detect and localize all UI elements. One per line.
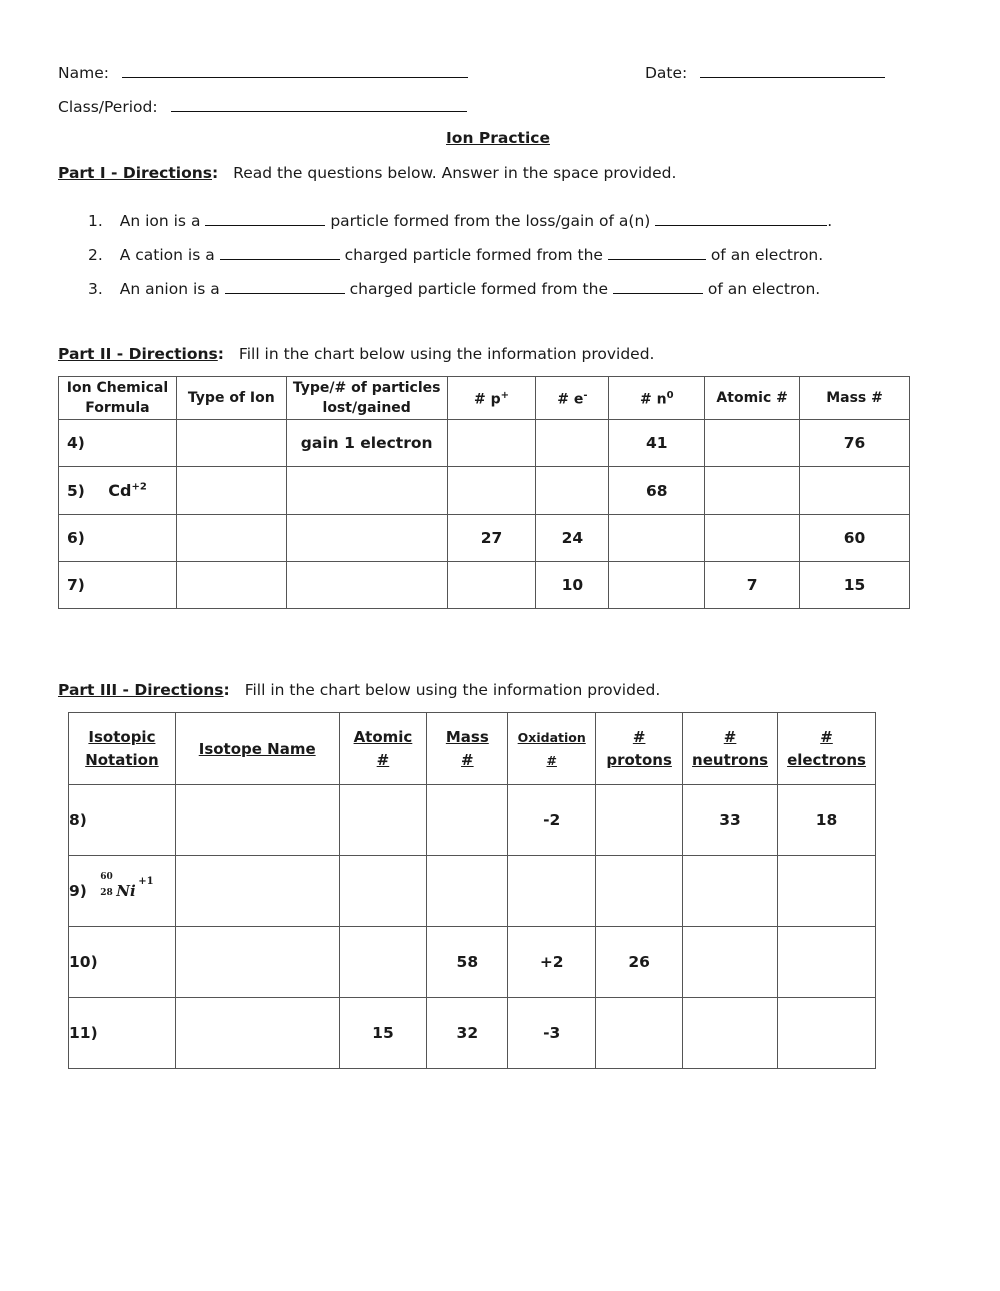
cell-protons[interactable] [596,856,683,927]
cell-mass[interactable] [427,785,508,856]
col-mass-number: Mass # [800,377,910,420]
cell-particles[interactable] [286,467,447,515]
cell-protons[interactable] [447,467,536,515]
q1-text-a: An ion is a [119,212,201,230]
cell-protons[interactable] [447,420,536,467]
cell-protons[interactable] [596,785,683,856]
row-label: 8) [69,785,176,856]
row-label-with-formula: 5) $Cd^{+2}$ [59,467,177,515]
row-label: 10) [69,927,176,998]
cell-mass: 76 [800,420,910,467]
cell-isotope-name[interactable] [175,856,339,927]
col-neutrons: # $n^0$ [609,377,705,420]
cell-atomic[interactable] [705,467,800,515]
cell-protons[interactable] [596,998,683,1069]
isotope-notation-ni: 60 28 Ni +1 [100,872,154,900]
col-protons: # protons [596,713,683,785]
cell-atomic: 7 [705,562,800,609]
cell-neutrons[interactable] [683,998,778,1069]
col-ion-formula: Ion Chemical Formula [59,377,177,420]
table-row [59,562,910,609]
cell-electrons: 18 [778,785,876,856]
table-row [59,420,910,467]
cell-mass: 60 [800,515,910,562]
cell-protons: 27 [447,515,536,562]
name-row [58,61,468,82]
col-isotope-name: Isotope Name [175,713,339,785]
cell-electrons[interactable] [778,998,876,1069]
table-row [59,467,910,515]
q3-blank-2[interactable] [613,277,703,294]
page-title: Ion Practice [446,129,550,147]
q2-text-a: A cation is a [119,246,215,264]
class-label: Class/Period: [58,98,158,116]
cell-mass[interactable] [427,856,508,927]
part1-heading: Part I - Directions [58,164,213,182]
col-electrons: # e- [536,377,609,420]
date-row [645,61,885,82]
part1-directions-text: Read the questions below. Answer in the space provided. [233,164,677,182]
part2-table [58,376,910,609]
date-label: Date: [645,64,688,82]
part1-directions [58,164,676,182]
cell-isotope-name[interactable] [175,998,339,1069]
cell-electrons: 24 [536,515,609,562]
col-particles: Type/# of particles lost/gained [286,377,447,420]
part3-colon: : [223,681,230,699]
class-row [58,95,467,116]
cell-protons[interactable] [447,562,536,609]
cell-type[interactable] [176,562,286,609]
q2-number: 2. [88,246,103,264]
table-row [69,856,876,927]
cell-oxidation: -2 [508,785,596,856]
cell-oxidation[interactable] [508,856,596,927]
col-oxidation-number: Oxidation # [508,713,596,785]
q2-text-b: charged particle formed from the [344,246,603,264]
row-label: 11) [69,998,176,1069]
part2-colon: : [217,345,224,363]
row-label: 7) [59,562,177,609]
cell-neutrons: 33 [683,785,778,856]
name-label: Name: [58,64,109,82]
part2-heading: Part II - Directions [58,345,218,363]
table-row [69,998,876,1069]
q1-text-c: . [827,212,833,230]
col-type-of-ion: Type of Ion [176,377,286,420]
part2-directions-text: Fill in the chart below using the information provided. [238,345,655,363]
cell-neutrons: 68 [609,467,705,515]
row-label-with-notation: 9) 60 28 Ni +1 [69,856,176,927]
cell-isotope-name[interactable] [175,785,339,856]
cell-mass: 32 [427,998,508,1069]
cell-type[interactable] [176,420,286,467]
q3-text-c: of an electron. [707,280,821,298]
part3-heading: Part III - Directions [58,681,224,699]
part3-header-row [69,713,876,785]
col-electrons: # electrons [778,713,876,785]
cell-mass: 58 [427,927,508,998]
cell-neutrons[interactable] [609,515,705,562]
part2-directions [58,345,655,363]
table-row [69,785,876,856]
q3-text-a: An anion is a [119,280,220,298]
cell-type[interactable] [176,467,286,515]
cell-oxidation: -3 [508,998,596,1069]
cell-particles[interactable] [286,515,447,562]
q1-text-b: particle formed from the loss/gain of a(n) [330,212,651,230]
cell-isotope-name[interactable] [175,927,339,998]
cell-atomic[interactable] [339,927,427,998]
col-protons: # p+ [447,377,536,420]
question-1 [88,209,832,230]
part3-directions [58,681,660,699]
question-3 [88,277,820,298]
part3-directions-text: Fill in the chart below using the information provided. [244,681,661,699]
part2-header-row [59,377,910,420]
table-row [59,515,910,562]
cell-oxidation: +2 [508,927,596,998]
part1-colon: : [212,164,219,182]
cell-neutrons: 41 [609,420,705,467]
cell-particles[interactable] [286,562,447,609]
q2-blank-1[interactable] [220,243,340,260]
cell-electrons[interactable] [778,927,876,998]
q1-number: 1. [88,212,103,230]
date-blank[interactable] [700,61,885,78]
cell-atomic[interactable] [339,856,427,927]
col-isotopic-notation: Isotopic Notation [69,713,176,785]
cell-electrons[interactable] [778,856,876,927]
q2-blank-2[interactable] [608,243,706,260]
row-label: 4) [59,420,177,467]
cell-atomic[interactable] [705,515,800,562]
cell-mass[interactable] [800,467,910,515]
cell-electrons[interactable] [536,420,609,467]
col-mass-number: Mass # [427,713,508,785]
cell-protons: 26 [596,927,683,998]
class-blank[interactable] [171,95,467,112]
cell-atomic: 15 [339,998,427,1069]
cell-atomic[interactable] [705,420,800,467]
table-row [69,927,876,998]
col-neutrons: # neutrons [683,713,778,785]
formula-cd: $Cd^{+2}$ [108,481,147,500]
cell-electrons: 10 [536,562,609,609]
col-atomic-number: Atomic # [339,713,427,785]
q1-blank-1[interactable] [205,209,325,226]
cell-neutrons[interactable] [683,856,778,927]
cell-particles: gain 1 electron [286,420,447,467]
cell-neutrons[interactable] [683,927,778,998]
col-atomic-number: Atomic # [705,377,800,420]
part3-table [68,712,876,1069]
q3-blank-1[interactable] [225,277,345,294]
cell-type[interactable] [176,515,286,562]
cell-atomic[interactable] [339,785,427,856]
row-label: 6) [59,515,177,562]
cell-electrons[interactable] [536,467,609,515]
cell-mass: 15 [800,562,910,609]
q2-text-c: of an electron. [710,246,824,264]
q3-number: 3. [88,280,103,298]
q1-blank-2[interactable] [655,209,827,226]
question-2 [88,243,823,264]
name-blank[interactable] [122,61,468,78]
q3-text-b: charged particle formed from the [349,280,608,298]
cell-neutrons[interactable] [609,562,705,609]
